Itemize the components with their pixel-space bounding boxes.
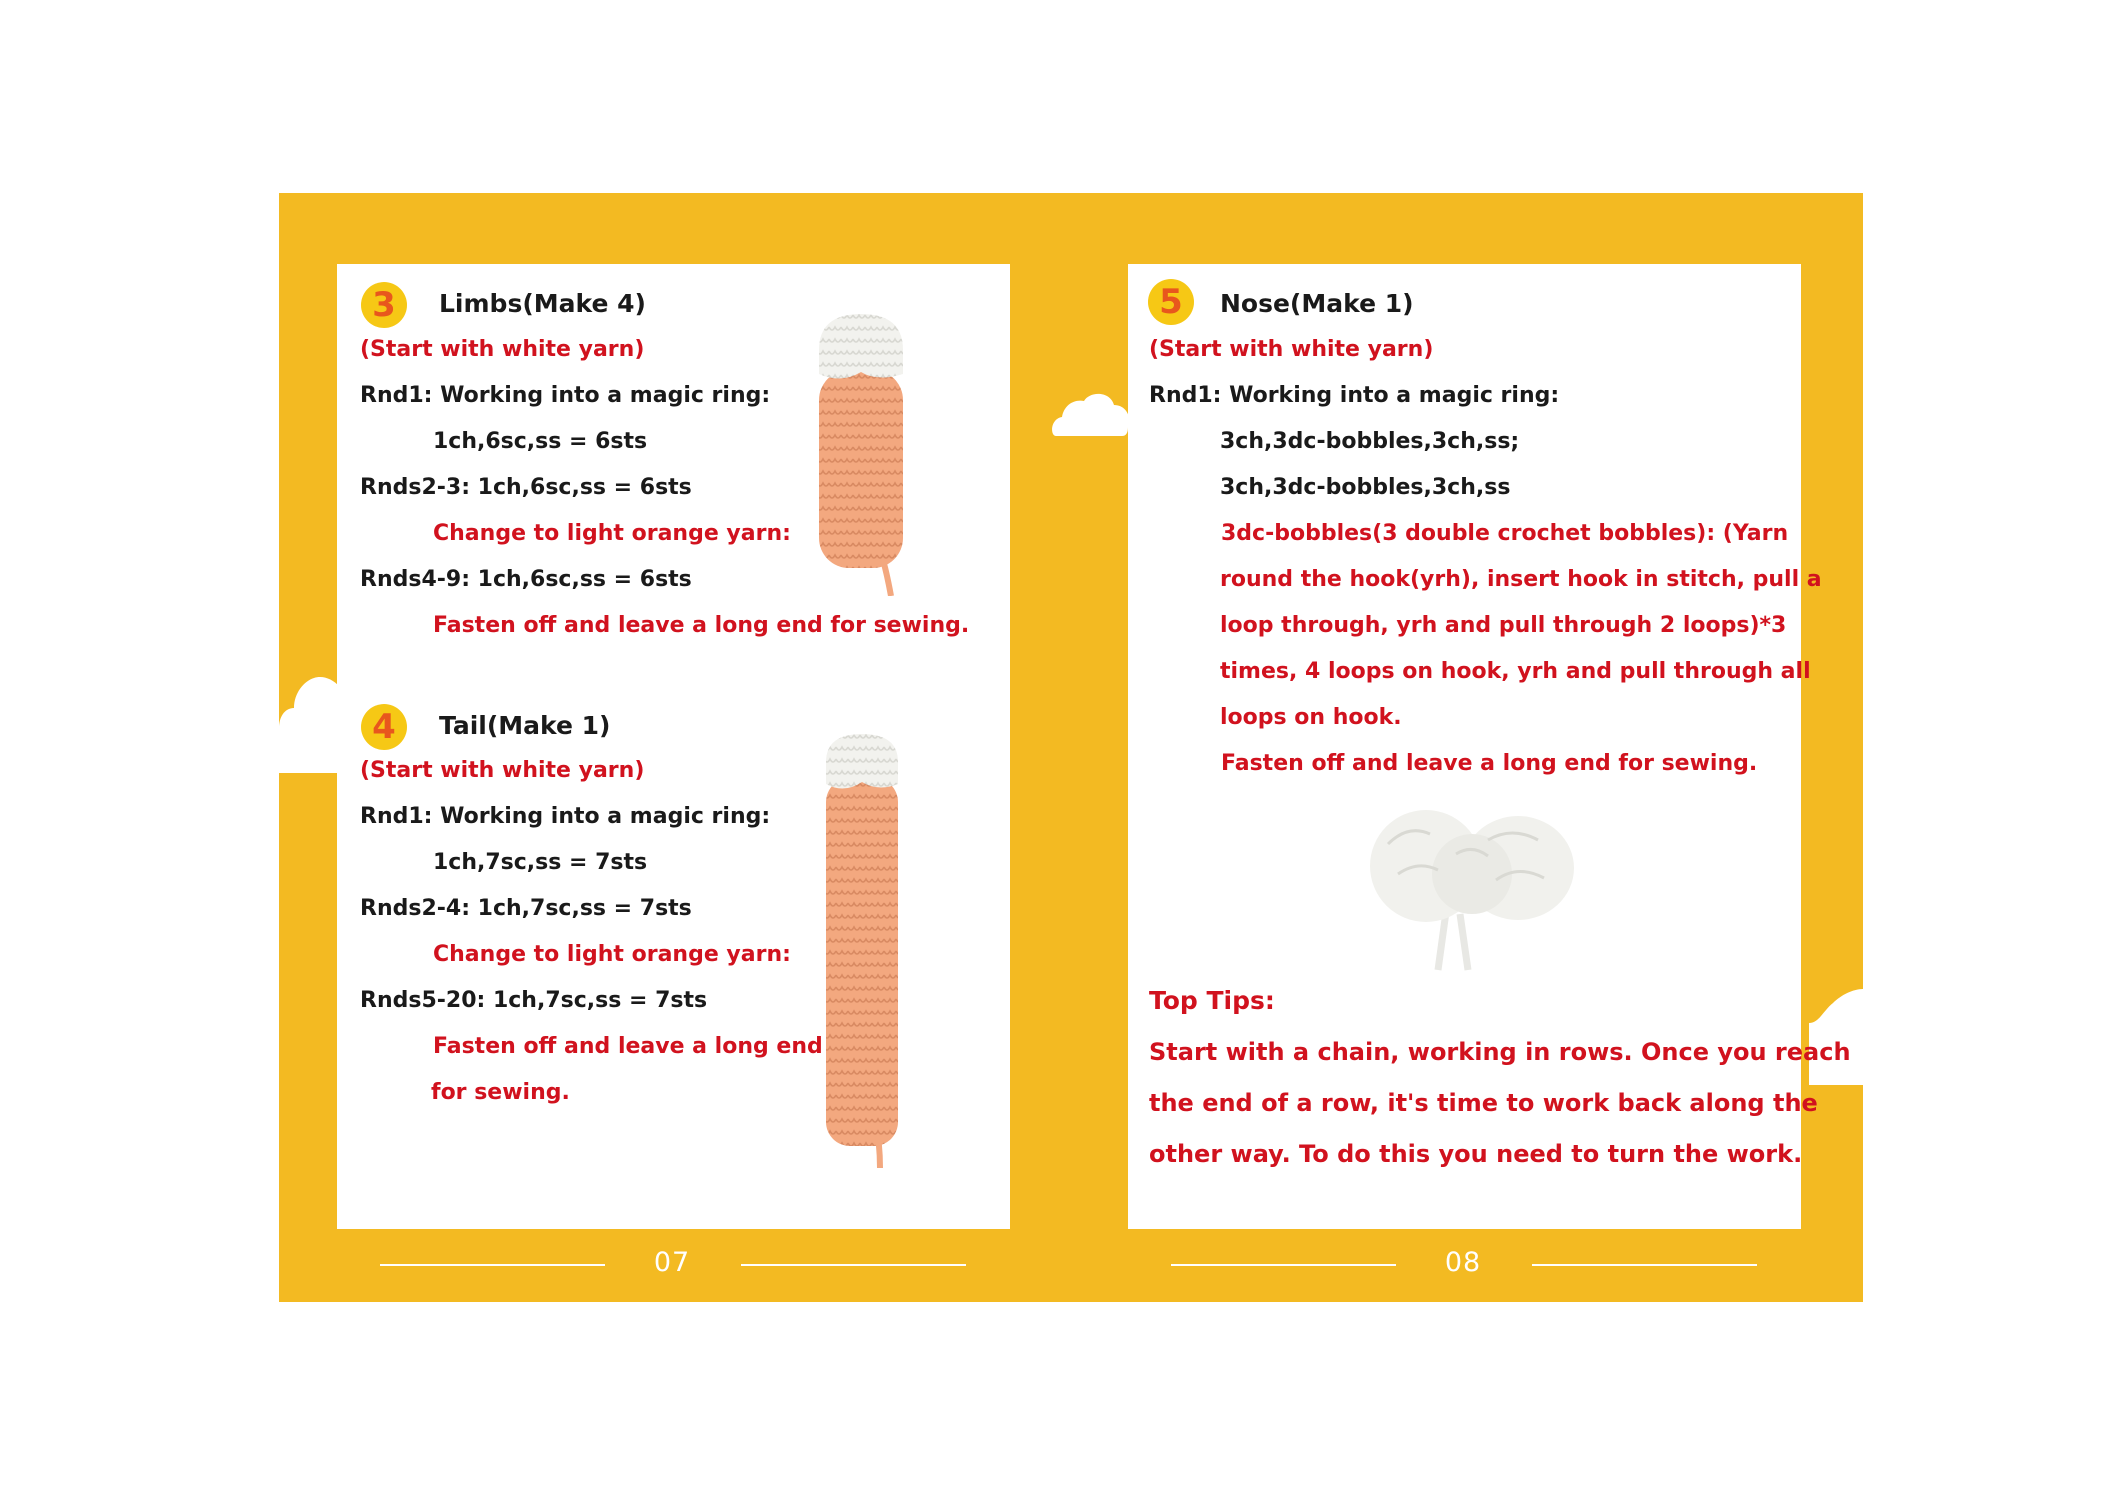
instruction-line: 1ch,6sc,ss = 6sts: [433, 429, 648, 454]
footer-divider: [380, 1264, 605, 1266]
instruction-line: for sewing.: [431, 1080, 570, 1105]
tips-line: the end of a row, it's time to work back along the: [1149, 1089, 1818, 1117]
section-title-tail: Tail(Make 1): [439, 711, 611, 740]
nose-illustration: [1368, 804, 1578, 974]
instruction-line: 1ch,7sc,ss = 7sts: [433, 850, 648, 875]
page-number-right: 08: [1444, 1247, 1482, 1278]
instruction-line: loop through, yrh and pull through 2 loops)*3: [1220, 613, 1787, 638]
booklet-spread: [279, 193, 1863, 1302]
section-number-badge: 3: [361, 282, 407, 328]
footer-divider: [1171, 1264, 1396, 1266]
instruction-line: (Start with white yarn): [1149, 337, 1434, 362]
instruction-line: (Start with white yarn): [360, 758, 645, 783]
instruction-line: Rnds5-20: 1ch,7sc,ss = 7sts: [360, 988, 708, 1013]
cloud-middle: [1052, 391, 1132, 441]
instruction-line: Rnds2-4: 1ch,7sc,ss = 7sts: [360, 896, 692, 921]
tail-illustration: [824, 732, 904, 1168]
instruction-line: Change to light orange yarn:: [433, 521, 791, 546]
instruction-line: Rnds2-3: 1ch,6sc,ss = 6sts: [360, 475, 692, 500]
page-right: [1128, 264, 1851, 1229]
section-number-badge: 4: [361, 704, 407, 750]
section-title-nose: Nose(Make 1): [1220, 289, 1414, 318]
instruction-line: 3ch,3dc-bobbles,3ch,ss: [1220, 475, 1511, 500]
tips-line: other way. To do this you need to turn the work.: [1149, 1140, 1803, 1168]
instruction-line: Rnds4-9: 1ch,6sc,ss = 6sts: [360, 567, 692, 592]
instruction-line: loops on hook.: [1220, 705, 1402, 730]
limb-illustration: [817, 312, 907, 596]
footer-divider: [741, 1264, 966, 1266]
page-left: [337, 264, 1010, 1229]
instruction-line: Rnd1: Working into a magic ring:: [360, 804, 771, 829]
instruction-line: Rnd1: Working into a magic ring:: [1149, 383, 1560, 408]
tips-heading: Top Tips:: [1149, 986, 1275, 1015]
section-title-limbs: Limbs(Make 4): [439, 289, 646, 318]
instruction-line: (Start with white yarn): [360, 337, 645, 362]
instruction-line: Fasten off and leave a long end for sewing.: [433, 613, 970, 638]
instruction-line: 3ch,3dc-bobbles,3ch,ss;: [1220, 429, 1520, 454]
section-number-badge: 5: [1148, 279, 1194, 325]
footer-divider: [1532, 1264, 1757, 1266]
instruction-line: times, 4 loops on hook, yrh and pull through all: [1220, 659, 1811, 684]
instruction-line: Fasten off and leave a long end for sewing.: [1221, 751, 1758, 776]
page-number-left: 07: [653, 1247, 691, 1278]
tips-line: Start with a chain, working in rows. Once you reach: [1149, 1038, 1851, 1066]
instruction-line: round the hook(yrh), insert hook in stitch, pull a: [1220, 567, 1822, 592]
instruction-line: Fasten off and leave a long end: [433, 1034, 823, 1059]
instruction-line: Rnd1: Working into a magic ring:: [360, 383, 771, 408]
instruction-line: Change to light orange yarn:: [433, 942, 791, 967]
instruction-line: 3dc-bobbles(3 double crochet bobbles): (Yarn: [1221, 521, 1789, 546]
